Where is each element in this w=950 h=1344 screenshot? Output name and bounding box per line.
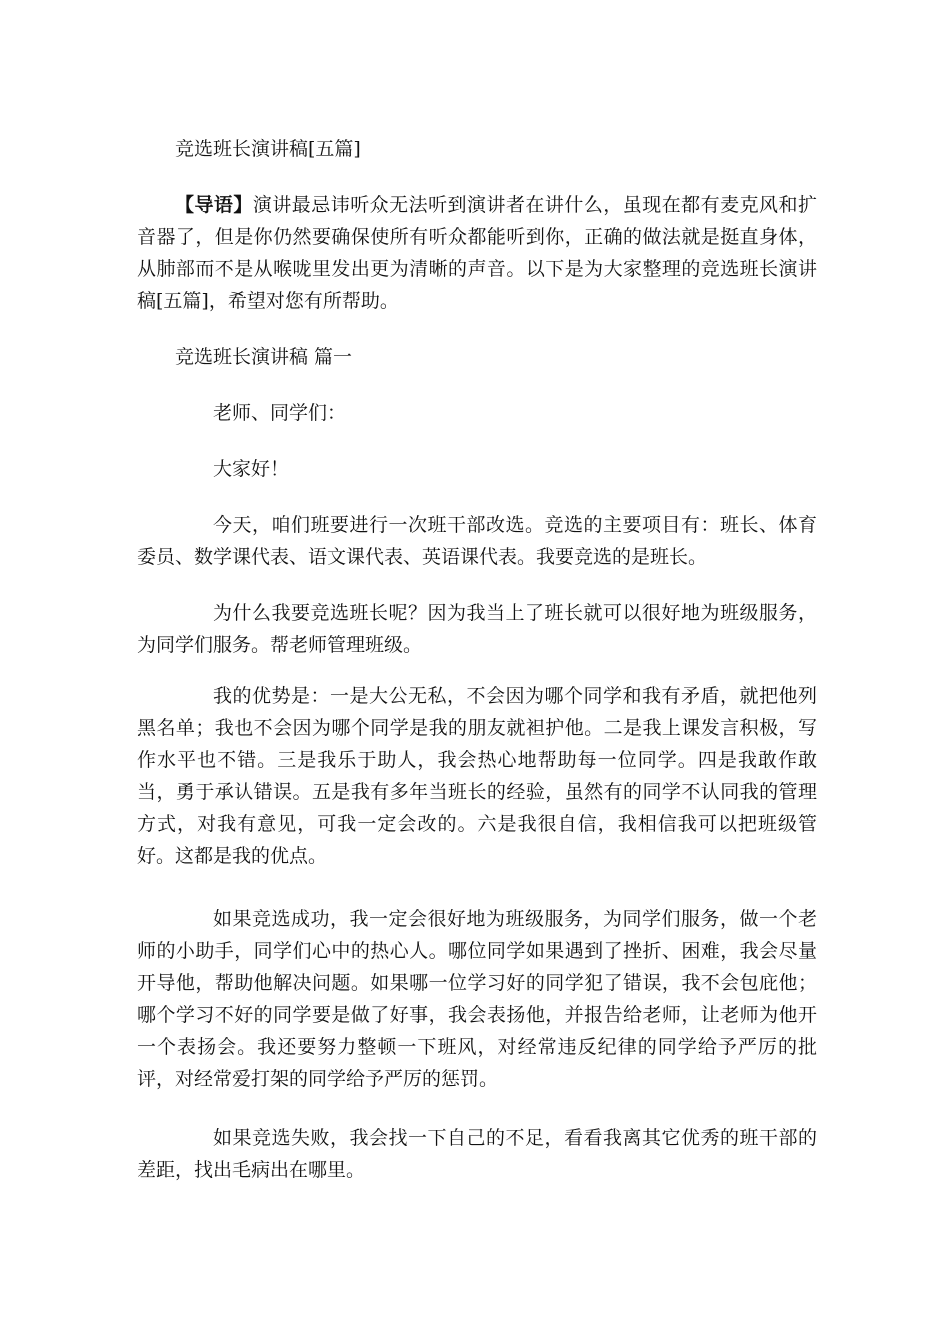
body-paragraph-3: 我的优势是：一是大公无私，不会因为哪个同学和我有矛盾，就把他列黑名单；我也不会因为哪个同学是我的朋友就袒护他。二是我上课发言积极，写作水平也不错。三是我乐于助人，我会热心地帮助每一位同学。四是我敢作敢当，勇于承认错误。五是我有多年当班长的经验，虽然有的同学不认同我的管理方式，对我有意见，可我一定会改的。六是我很自信，我相信我可以把班级管好。这都是我的优点。 [137, 685, 817, 867]
body-paragraph-1: 今天，咱们班要进行一次班干部改选。竞选的主要项目有：班长、体育委员、数学课代表、语文课代表、英语课代表。我要竞选的是班长。 [137, 514, 817, 568]
body-paragraph-5: 如果竞选失败，我会找一下自己的不足，看看我离其它优秀的班干部的差距，找出毛病出在哪里。 [137, 1127, 817, 1181]
greeting: 大家好！ [213, 458, 290, 480]
body-paragraph-4: 如果竞选成功，我一定会很好地为班级服务，为同学们服务，做一个老师的小助手，同学们心中的热心人。哪位同学如果遇到了挫折、困难，我会尽量开导他，帮助他解决问题。如果哪一位学习好的同学犯了错误，我不会包庇他；哪个学习不好的同学要是做了好事，我会表扬他，并报告给老师，让老师为他开一个表扬会。我还要努力整顿一下班风，对经常违反纪律的同学给予严厉的批评，对经常爱打架的同学给予严厉的惩罚。 [137, 908, 817, 1090]
salutation: 老师、同学们： [213, 402, 347, 424]
body-paragraph-2: 为什么我要竞选班长呢？因为我当上了班长就可以很好地为班级服务，为同学们服务。帮老师管理班级。 [137, 602, 817, 656]
document-title: 竞选班长演讲稿[五篇] [175, 138, 361, 160]
intro-paragraph [137, 189, 817, 317]
intro-label: 【导语】 [175, 194, 253, 216]
section-heading: 竞选班长演讲稿 篇一 [175, 346, 353, 368]
intro-text: 演讲最忌讳听众无法听到演讲者在讲什么，虽现在都有麦克风和扩音器了，但是你仍然要确保使所有听众都能听到你，正确的做法就是挺直身体，从肺部而不是从喉咙里发出更为清晰的声音。以下是为大家整理的竞选班长演讲稿[五篇]，希望对您有所帮助。 [137, 194, 817, 312]
